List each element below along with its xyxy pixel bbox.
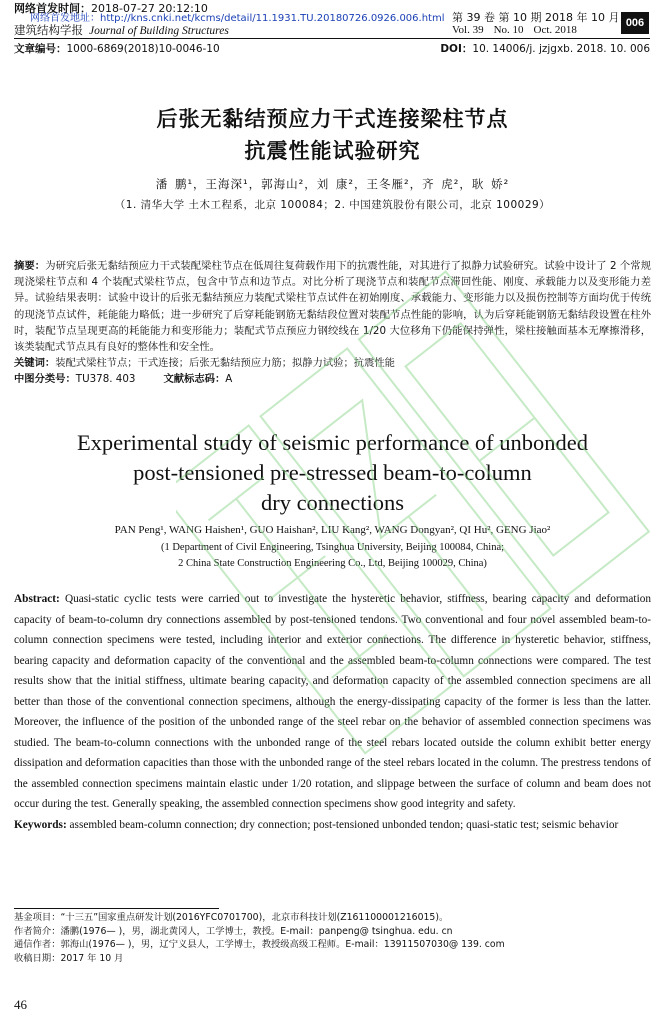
footnote-fund: 基金项目：“十三五”国家重点研发计划(2016YFC0701700)，北京市科技计划(Z161100001216015)。 <box>14 912 449 923</box>
english-keywords-label: Keywords: <box>14 818 67 831</box>
english-abstract <box>14 589 651 815</box>
journal-name-cn: 建筑结构学报 <box>14 23 83 37</box>
chinese-abstract-section <box>14 258 651 388</box>
classification-line <box>14 371 651 387</box>
english-title-line-1: Experimental study of seismic performance of unbonded <box>76 430 589 455</box>
article-number-value: 1000-6869(2018)10-0046-10 <box>66 43 220 55</box>
clc-label: 中图分类号： <box>14 373 76 386</box>
english-keywords-text: assembled beam-column connection; dry connection; post-tensioned unbonded tendon; quasi-static test; seismic behavior <box>69 818 619 831</box>
english-abstract-text: Quasi-static cyclic tests were carried out to investigate the hysteretic behavior, stiffness, bearing capacity and deformation capacity of beam-to-column dry connections assembled by post-tensioned tendons. Two conventional and four novel assembled beam-to-column connection specimens were tested, including interior and exterior connections. The difference in hysteretic behavior, stiffness, bearing capacity and deformation capacity of the conventional and the assembled beam-to-column connections were compared. The test results show that the initial stiffness, ultimate bearing capacity, and deformation capacity of the assembled connection specimens are all better than those of the conventional connection specimens, although the energy-dissipating capacity of the former is less than the latter. Moreover, the influence of the position of the unbonded range of the steel rebar on the behavior of assembled connection specimens was studied. The beam-to-column connections with the unbonded range of the steel rebars located outside the column exhibit better energy dissipation and deformation capacities than those with the unbonded range of the steel rebars located in the column. The prestress tendons of the assembled connection specimens maintain elastic under 1/20 rotation, and slippage between the surface of column and beam does not occur during the test. Generally speaking, the assembled connection specimens show good integrity and safety. <box>14 593 652 810</box>
chinese-abstract-text: 为研究后张无黏结预应力干式装配梁柱节点在低周往复荷载作用下的抗震性能，对其进行了拟静力试验研究。试验中设计了 2 个常规现浇梁柱节点和 4 个装配式梁柱节点，包含中节点和边节点。对比分析了现浇节点和装配节点滞回性能、刚度、承载能力以及变形能力差异。试验结果表明：试验中设计的后张无黏结预应力装配式梁柱节点试件在初始刚度、承载能力、变形能力以及损伤控制等方面均优于传统的现浇节点试件，耗能能力略低；进一步研究了后穿耗能钢筋无黏结段位置对装配节点性能的影响，认为后穿耗能钢筋无黏结段设置在柱外时，装配节点呈现更高的耗能能力和变形能力；装配式节点预应力钢绞线在 1/20 大位移角下仍能保持弹性，梁柱接触面基本无摩擦滑移，该类装配式节点具有良好的整体性和安全性。 <box>14 260 651 354</box>
english-abstract-label: Abstract: <box>14 593 60 605</box>
page-number: 46 <box>14 997 27 1012</box>
chinese-title-line-1: 后张无黏结预应力干式连接梁柱节点 <box>156 107 509 131</box>
volume-en: Vol. 39 <box>452 24 484 36</box>
chinese-abstract <box>14 258 651 355</box>
english-affiliation-2: 2 China State Construction Engineering Co., Ltd, Beijing 100029, China) <box>178 558 487 569</box>
doi <box>440 43 650 56</box>
journal-name-en: Journal of Building Structures <box>89 25 229 37</box>
clc-value: TU378. 403 <box>75 373 136 386</box>
doi-label: DOI： <box>440 43 473 55</box>
english-title-line-2: post-tensioned pre-stressed beam-to-column <box>133 460 532 485</box>
chinese-keywords <box>14 355 651 371</box>
article-number <box>14 43 220 56</box>
issue-info-en <box>452 24 587 37</box>
english-abstract-section <box>14 589 651 835</box>
footnote-corresponding-author: 通信作者：郭海山(1976— )，男，辽宁义县人，工学博士，教授级高级工程师。E-mail：13911507030@ 139. com <box>14 939 505 950</box>
chinese-title-line-2: 抗震性能试验研究 <box>244 139 421 163</box>
page-code-badge: 006 <box>621 12 649 34</box>
chinese-keywords-text: 装配式梁柱节点；干式连接；后张无黏结预应力筋；拟静力试验；抗震性能 <box>55 357 395 370</box>
english-affiliation-1: (1 Department of Civil Engineering, Tsinghua University, Beijing 100084, China; <box>160 542 505 553</box>
article-number-label: 文章编号： <box>14 43 67 55</box>
journal-name <box>14 24 229 38</box>
document-code-value: A <box>225 373 233 386</box>
header-divider <box>14 38 650 39</box>
chinese-abstract-label: 摘要： <box>14 260 46 272</box>
date-en: Oct. 2018 <box>533 24 577 36</box>
english-keywords <box>14 815 651 836</box>
footnotes <box>14 911 651 965</box>
footnote-author-intro: 作者简介：潘鹏(1976— )，男，湖北黄冈人，工学博士，教授。E-mail：panpeng@ tsinghua. edu. cn <box>14 925 453 937</box>
doi-value[interactable]: 10. 14006/j. jzjgxb. 2018. 10. 006 <box>472 43 650 55</box>
chinese-keywords-label: 关键词： <box>14 357 56 370</box>
online-publish-label: 网络首发时间： <box>14 2 91 15</box>
online-publish-value: 2018-07-27 20:12:10 <box>91 2 208 15</box>
footnote-divider <box>14 908 219 909</box>
online-publish-url[interactable]: 网络首发地址：http://kns.cnki.net/kcms/detail/11.1931.TU.20180726.0926.006.html <box>30 13 445 24</box>
footnote-received-date: 收稿日期：2017 年 10 月 <box>14 952 124 964</box>
document-code-label: 文献标志码： <box>163 373 226 386</box>
issue-info-cn: 第 39 卷 第 10 期 2018 年 10 月 <box>452 11 620 24</box>
english-title-line-3: dry connections <box>260 490 405 515</box>
english-authors: PAN Peng¹, WANG Haishen¹, GUO Haishan², LIU Kang², WANG Dongyan², QI Hu², GENG Jiao² <box>114 524 551 536</box>
chinese-affiliations: （1. 清华大学 土木工程系，北京 100084；2. 中国建筑股份有限公司，北京 100029） <box>114 199 551 211</box>
chinese-authors: 潘 鹏¹，王海深¹，郭海山²，刘 康²，王冬雁²，齐 虎²，耿 娇² <box>155 177 510 191</box>
number-en: No. 10 <box>493 24 524 36</box>
